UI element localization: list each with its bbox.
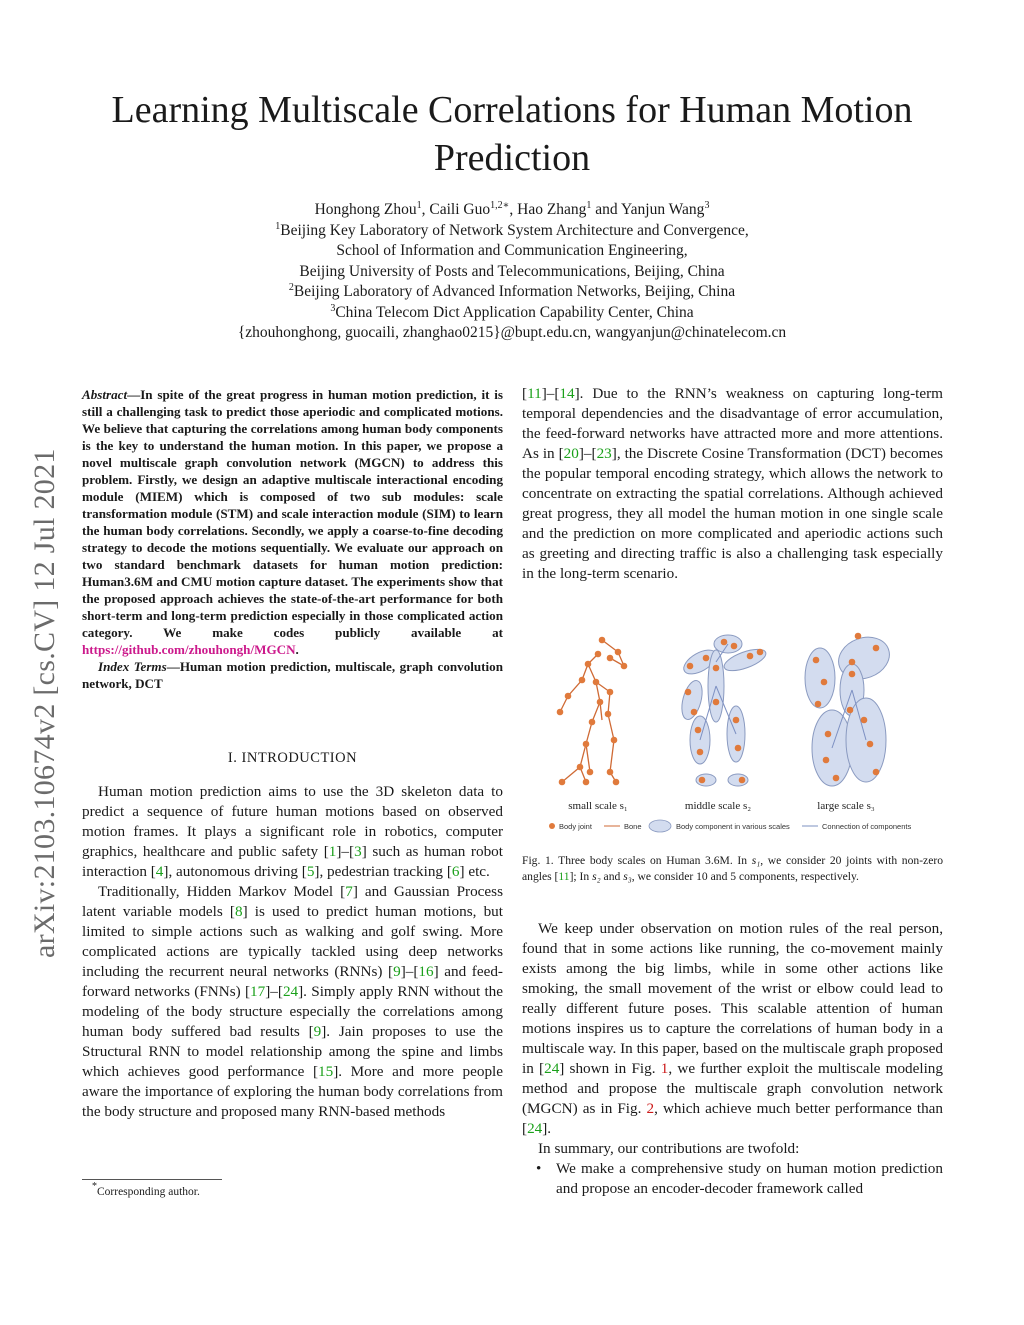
affiliation-line [60, 303, 964, 324]
body-text: ]. Simply apply RNN without the modeling of the body structure especially the correlations among human body suffered bad results [ [82, 983, 503, 1040]
citation-link[interactable]: 9 [313, 1023, 322, 1040]
body-joint [849, 671, 856, 678]
citation-link[interactable]: 23 [596, 445, 612, 462]
caption-text: , we consider 10 and 5 components, respectively. [631, 870, 859, 883]
body-joint [599, 637, 606, 644]
body-paragraph [82, 882, 503, 1122]
caption-math: s₁ [751, 854, 761, 867]
citation-link[interactable]: 3 [354, 843, 362, 860]
body-joint [699, 777, 706, 784]
body-joint [821, 679, 828, 686]
body-joint [815, 701, 822, 708]
body-joint [687, 663, 694, 670]
affiliation-line [60, 282, 964, 303]
body-joint [557, 709, 564, 716]
body-joint [621, 663, 628, 670]
scale-label: middle scale s₂ [684, 800, 752, 812]
body-joint [697, 749, 704, 756]
affiliation-mark: 1,2∗ [490, 200, 510, 211]
small-scale-skeleton [560, 640, 624, 782]
body-joint [739, 777, 746, 784]
body-text: ] etc. [459, 863, 490, 880]
citation-link[interactable]: 5 [306, 863, 315, 880]
author-line [60, 200, 964, 221]
caption-text: ]; In [569, 870, 593, 883]
body-joint [873, 769, 880, 776]
section-number: I. [227, 750, 242, 766]
affiliation-mark: 1 [275, 220, 281, 232]
citation-link[interactable]: 16 [418, 963, 434, 980]
section-heading [82, 750, 503, 767]
footnote [92, 1181, 200, 1198]
citation-link[interactable]: 7 [345, 883, 353, 900]
body-text: Human motion prediction aims to use the 3D skeleton data to predict a sequence of future human motions based on observed motion frames. It plays a significant role in robotics, computer graphics, healthcare and public safety [ [82, 783, 503, 860]
body-paragraph [522, 384, 943, 584]
bullet-icon: • [536, 1160, 542, 1177]
figure-legend [549, 820, 911, 832]
body-joint [861, 717, 868, 724]
body-joint [833, 775, 840, 782]
body-joint [691, 709, 698, 716]
abstract-paragraph [82, 386, 503, 658]
body-joint [587, 769, 594, 776]
caption-text: and [600, 870, 624, 883]
body-joint [695, 727, 702, 734]
body-joint [867, 741, 874, 748]
body-joint [593, 679, 600, 686]
body-joint [731, 643, 738, 650]
body-joint [607, 769, 614, 776]
body-text: ]. Jain proposes to use the Structural RNN to model relationship among the spine and limbs which achieves good performance [ [82, 1023, 503, 1080]
body-joint [607, 689, 614, 696]
affiliation-text: China Telecom Dict Application Capability Center, China [335, 303, 694, 321]
abstract-end: . [295, 642, 299, 657]
author-name: Yanjun Wang [620, 201, 705, 218]
body-joint [565, 693, 572, 700]
caption-math: s₃ [623, 870, 632, 883]
body-text: ]. More and more people aware the importance of exploring the human body correlations from the body structure and proposed many RNN-based methods [82, 1063, 503, 1120]
author-block [60, 200, 964, 344]
footnote-text: Corresponding author. [97, 1186, 200, 1198]
citation-link[interactable]: 15 [318, 1063, 334, 1080]
abstract [82, 386, 503, 692]
citation-link[interactable]: 24 [282, 983, 299, 1000]
body-text: ] shown in Fig. [559, 1060, 661, 1077]
body-text: ] is used to predict human motions, but limited to simple actions such as walking and golf swing. More complicated actions are typically tackled using deep networks including the recurrent neural networks (RNNs) [ [82, 903, 503, 980]
body-joint [825, 731, 832, 738]
body-paragraph [522, 919, 943, 1139]
body-joint [855, 633, 862, 640]
body-joint [577, 764, 584, 771]
body-joint [721, 639, 728, 646]
citation-link[interactable]: 4 [155, 863, 164, 880]
body-text: [ [522, 385, 528, 402]
caption-text: Fig. 1. Three body scales on Human 3.6M. In [522, 854, 752, 867]
body-joint [615, 649, 622, 656]
paper-title: Learning Multiscale Correlations for Human Motion Prediction [111, 89, 913, 179]
body-joint [583, 741, 590, 748]
affiliation-mark: 1 [586, 200, 592, 211]
affiliation-text: Beijing Key Laboratory of Network System Architecture and Convergence, [280, 221, 749, 239]
citation-link[interactable]: 14 [559, 385, 575, 402]
author-name: Hao Zhang [517, 201, 587, 218]
body-joint [823, 757, 830, 764]
body-joint [611, 737, 618, 744]
legend-label: Body joint [559, 822, 592, 831]
body-text: ]–[ [541, 385, 560, 402]
body-joint [589, 719, 596, 726]
scale-label: large scale s₃ [817, 800, 875, 812]
legend-joint-swatch [549, 823, 555, 829]
citation-link[interactable]: 11 [558, 870, 570, 883]
index-terms [82, 658, 503, 692]
caption-text: , we consider 20 joints with non-zero angles [ [522, 854, 943, 883]
body-joint [713, 665, 720, 672]
author-name: Caili Guo [429, 201, 491, 218]
abstract-text: —In spite of the great progress in human motion prediction, it is still a challenging task to predict those aperiodic and complicated motions. We believe that capturing the correlations among human body components is the key to understand the human motion. In this paper, we propose a novel multiscale graph convolution network (MGCN) to address this problem. Firstly, we design an adaptive multiscale interactional encoding module (MIEM) which is composed of two sub modules: scale transformation module (STM) and scale interaction module (SIM) to learn the human body correlations. Secondly, we apply a coarse-to-fine decoding strategy to decode the motions sequentially. We evaluate our approach on two standard benchmark datasets for human motion prediction: Human3.6M and CMU motion capture dataset. The experiments show that the proposed approach achieves the state-of-the-art performance for both short-term and long-term prediction especially in those complicated action category. We make codes publicly available at [82, 387, 503, 640]
list-item-text: We make a comprehensive study on human motion prediction and propose an encoder-decoder framework called [556, 1160, 943, 1197]
body-joint [583, 779, 590, 786]
body-joint [685, 689, 692, 696]
author-separator: and [591, 201, 621, 218]
body-joint [847, 707, 854, 714]
bone [560, 654, 598, 712]
legend-component-swatch [649, 820, 671, 832]
body-text: ]. [542, 1120, 552, 1137]
affiliation-mark: 3 [704, 200, 710, 211]
body-paragraph: In summary, our contributions are twofold: [538, 1140, 800, 1157]
intro-right-column-bottom [522, 919, 943, 1199]
body-text: ], the Discrete Cosine Transformation (DCT) becomes the popular temporal encoding strategy, which allows the network to concentrate on extracting the spatial correlations. Although achieved great progress, they all model the human motion in one single scale and the prediction on more complicated and aperiodic actions such as greeting and directing traffic is also a challenging task especially in the long-term scenario. [522, 445, 943, 582]
body-joint [735, 745, 742, 752]
body-joint [873, 645, 880, 652]
bone [562, 744, 586, 782]
bone [586, 744, 590, 772]
citation-link[interactable]: 20 [563, 445, 579, 462]
affiliation-line [60, 221, 964, 242]
intro-left-column [82, 782, 503, 1122]
body-joint [813, 657, 820, 664]
caption-math: s₂ [592, 870, 601, 883]
body-text: Traditionally, Hidden Markov Model [ [98, 883, 346, 900]
body-joint [703, 655, 710, 662]
citation-link[interactable]: 6 [451, 863, 460, 880]
body-text: ] such as human robot interaction [ [82, 843, 503, 880]
body-joint [579, 677, 586, 684]
citation-link[interactable]: 1 [328, 843, 337, 860]
body-joint [607, 655, 614, 662]
body-joint [747, 653, 754, 660]
list-item [522, 1159, 943, 1199]
scale-label: small scale s₁ [568, 800, 628, 812]
affiliation-text: Beijing University of Posts and Telecommunications, Beijing, China [299, 262, 725, 280]
affiliation-mark: 2 [288, 282, 294, 293]
section-initial: I [241, 750, 247, 766]
body-text: ], pedestrian tracking [ [314, 863, 452, 880]
citation-link[interactable]: 24 [527, 1120, 543, 1137]
footnote-rule [82, 1179, 222, 1180]
affiliation-mark: 3 [330, 302, 336, 314]
figure-link[interactable]: 1 [660, 1060, 669, 1077]
citation-link[interactable]: 24 [544, 1060, 560, 1077]
legend-label: Connection of components [822, 822, 912, 831]
affiliation-text: School of Information and Communication Engineering, [336, 242, 688, 259]
body-joint [613, 779, 620, 786]
body-text: We keep under observation on motion rules of the real person, found that in some actions like running, the co-movement mainly exists among the big limbs, while in some other actions like smoking, the small movement of the wrist or elbow could lead to really different future poses. This scalable attention of human motions inspires us to capture the correlations of human body in a multiscale way. In this paper, based on the multiscale graph proposed in [ [522, 920, 944, 1077]
body-text: ]–[ [400, 963, 419, 980]
affiliation-mark: 1 [416, 200, 422, 211]
body-text: ]–[ [265, 983, 283, 1000]
footnote-mark: * [92, 1181, 97, 1192]
body-joint [597, 699, 604, 706]
body-joint [849, 659, 856, 666]
citation-link[interactable]: 8 [234, 903, 243, 920]
body-text: ], autonomous driving [ [163, 863, 307, 880]
body-component [678, 678, 706, 721]
index-terms-label: Index Terms [98, 659, 167, 674]
author-name: Honghong Zhou [314, 201, 417, 218]
citation-link[interactable]: 17 [250, 983, 266, 1000]
body-joint [595, 651, 602, 658]
contribution-list [522, 1159, 943, 1199]
author-separator: , [421, 201, 430, 218]
email-line [60, 323, 964, 344]
index-terms-text: —Human motion prediction, multiscale, graph convolution network, DCT [82, 659, 503, 691]
section-title: NTRODUCTION [246, 750, 358, 766]
affiliation-line [60, 241, 964, 262]
intro-right-column-top [522, 384, 943, 584]
body-text: , which achieve much better performance than [ [522, 1100, 943, 1137]
body-text: ]–[ [336, 843, 355, 860]
legend-label: Body component in various scales [676, 822, 790, 831]
author-separator: , [509, 201, 518, 218]
citation-link[interactable]: 9 [393, 963, 401, 980]
body-joint [559, 779, 566, 786]
body-joint [585, 661, 592, 668]
body-paragraph [82, 782, 503, 882]
body-text: ] and Gaussian Process latent variable models [ [82, 883, 503, 920]
body-text: ]–[ [578, 445, 597, 462]
code-link[interactable]: https://github.com/zhouhongh/MGCN [82, 642, 296, 657]
citation-link[interactable]: 11 [527, 385, 542, 402]
small-scale-joints [557, 637, 628, 786]
body-text: , we further exploit the multiscale modeling method and propose the multiscale graph convolution network (MGCN) as in Fig. [522, 1060, 943, 1117]
abstract-label: Abstract [82, 387, 128, 402]
body-text: ]. Due to the RNN’s weakness on capturing long-term temporal dependencies and the disadvantage of error accumulation, the feed-forward networks have attracted more and more attentions. As in [ [522, 385, 943, 462]
body-joint [713, 699, 720, 706]
figure-caption [522, 853, 943, 885]
body-joint [757, 649, 764, 656]
body-text: ] and feed-forward networks (FNNs) [ [82, 963, 503, 1000]
body-component [805, 648, 835, 708]
affiliation-text: Beijing Laboratory of Advanced Information Networks, Beijing, China [293, 283, 736, 300]
legend-label: Bone [624, 822, 642, 831]
affiliation-text: {zhouhonghong, guocaili, zhanghao0215}@bupt.edu.cn, wangyanjun@chinatelecom.cn [237, 324, 787, 341]
affiliation-line [60, 262, 964, 283]
body-joint [605, 711, 612, 718]
figure-body-scales [540, 622, 940, 842]
figure-link[interactable]: 2 [646, 1100, 655, 1117]
body-joint [733, 717, 740, 724]
arxiv-stamp: arXiv:2103.10674v2 [cs.CV] 12 Jul 2021 [28, 448, 61, 958]
